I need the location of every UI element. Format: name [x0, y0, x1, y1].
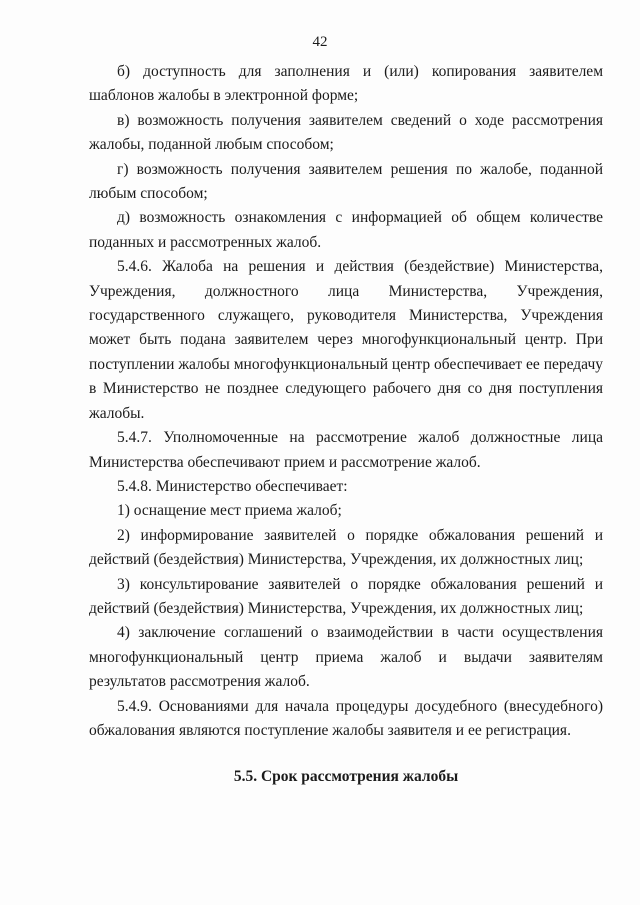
paragraph-d: д) возможность ознакомления с информацией об общем количестве поданных и рассмотренных жалоб. — [89, 209, 603, 251]
paragraph-5-4-8: 5.4.8. Министерство обеспечивает: — [117, 477, 348, 495]
paragraph-b: б) доступность для заполнения и (или) копирования заявителем шаблонов жалобы в электронной форме; — [89, 63, 603, 105]
section-heading: 5.5. Срок рассмотрения жалобы — [233, 768, 459, 786]
paragraph-5-4-6: 5.4.6. Жалоба на решения и действия (бездействие) Министерства, Учреждения, должностного лица Министерства, Учреждения, государственного служащего, руководителя Министерства, Учреждения может быть подана заявителем через многофункциональный центр. При поступлении жалобы многофункциональный центр обеспечивает ее передачу в Министерство не позднее следующего рабочего дня со дня поступления жалобы. — [89, 258, 603, 422]
paragraph-5-4-7: 5.4.7. Уполномоченные на рассмотрение жалоб должностные лица Министерства обеспечивают прием и рассмотрение жалоб. — [89, 429, 603, 471]
page-number: 42 — [312, 34, 328, 50]
list-item-1: 1) оснащение мест приема жалоб; — [117, 502, 342, 520]
list-item-4: 4) заключение соглашений о взаимодействии в части осуществления многофункциональный центр приема жалоб и выдачи заявителям результатов рассмотрения жалоб. — [89, 624, 603, 691]
list-item-2: 2) информирование заявителей о порядке обжалования решений и действий (бездействия) Министерства, Учреждения, их должностных лиц; — [89, 526, 603, 569]
list-item-3: 3) консультирование заявителей о порядке обжалования решений и действий (бездействия) Министерства, Учреждения, их должностных лиц; — [89, 575, 603, 617]
paragraph-5-4-9: 5.4.9. Основаниями для начала процедуры досудебного (внесудебного) обжалования являются поступление жалобы заявителя и ее регистрация. — [89, 697, 603, 739]
paragraph-g: г) возможность получения заявителем решения по жалобе, поданной любым способом; — [89, 160, 603, 203]
paragraph-v: в) возможность получения заявителем сведений о ходе рассмотрения жалобы, поданной любым способом; — [89, 111, 603, 154]
document-body — [89, 60, 603, 790]
